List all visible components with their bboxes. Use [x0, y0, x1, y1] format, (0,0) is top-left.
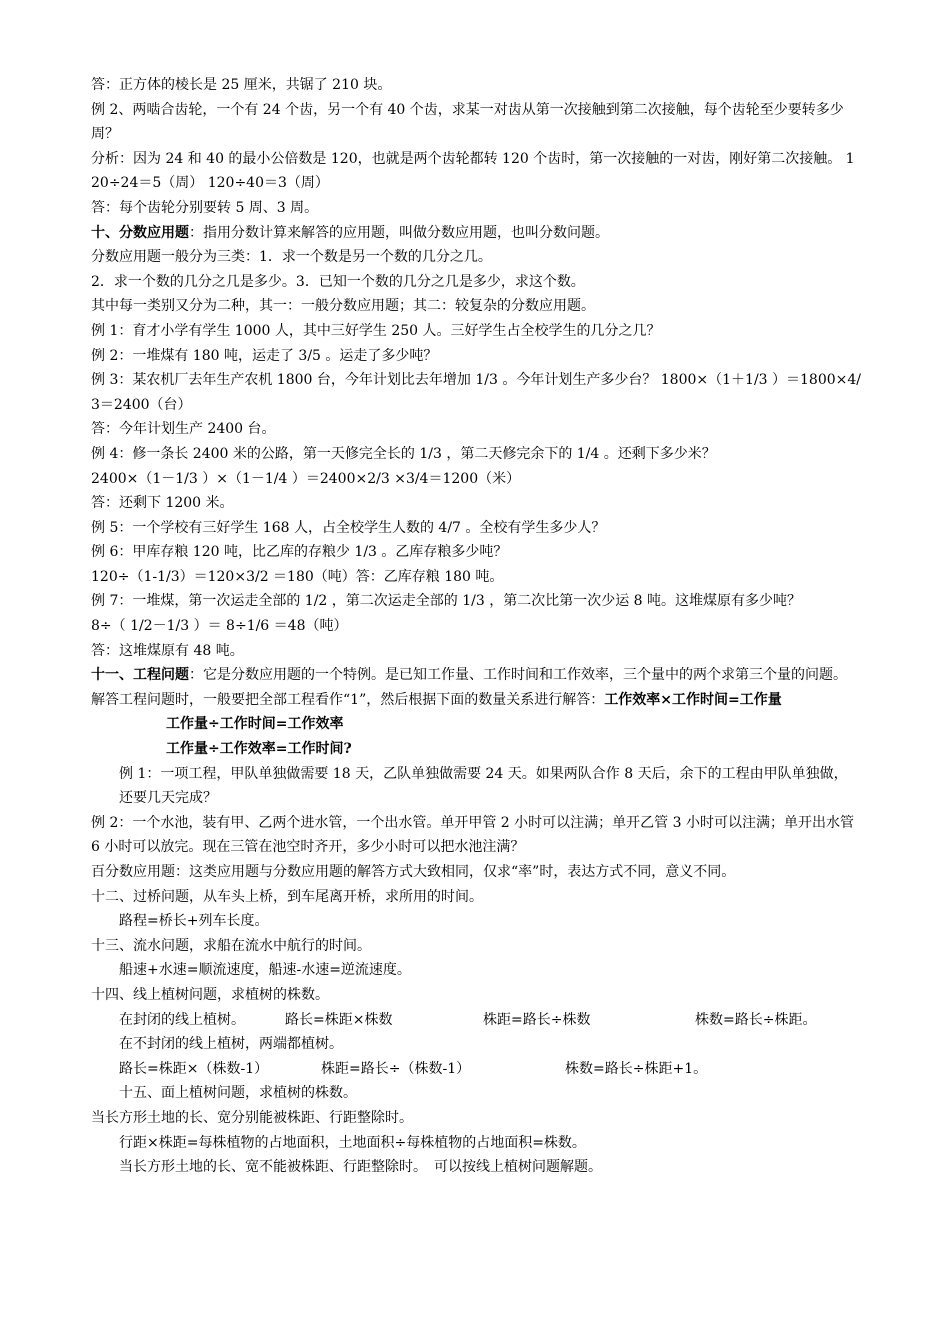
solution-4: 2400×（1－1/3 ）×（1－1/4 ）＝2400×2/3 ×3/4＝1200（米） — [91, 470, 521, 487]
section-10-text: ：指用分数计算来解答的应用题，叫做分数应用题，也叫分数问题。 — [189, 224, 609, 241]
area-formula: 行距×株距=每株植物的占地面积，土地面积÷每株植物的占地面积=株数。 — [119, 1134, 586, 1151]
work-formula-main: 工作效率×工作时间=工作量 — [604, 691, 782, 708]
example-1: 例 1：育才小学有学生 1000 人，其中三好学生 250 人。三好学生占全校学生的几分之几？ — [91, 322, 661, 339]
closed-line-row — [91, 1008, 861, 1033]
stream-formula: 船速+水速=顺流速度，船速-水速=逆流速度。 — [119, 962, 411, 979]
answer-line: 答：正方体的棱长是 25 厘米，共锯了 210 块。 — [91, 77, 392, 93]
section-13: 十三、流水问题，求船在流水中航行的时间。 — [91, 937, 371, 954]
closed-formula-2: 株距=路长÷株数 — [483, 1011, 591, 1028]
open-formula-1: 路长=株距×（株数-1） — [119, 1060, 269, 1077]
fraction-types-1: 分数应用题一般分为三类：1．求一个数是另一个数的几分之几。 — [91, 249, 492, 266]
fraction-subtypes: 其中每一类别又分为二种，其一：一般分数应用题；其二：较复杂的分数应用题。 — [91, 298, 595, 315]
area-case-2: 当长方形土地的长、宽不能被株距、行距整除时。 可以按线上植树问题解题。 — [119, 1159, 602, 1176]
example-6: 例 6：甲库存粮 120 吨，比乙库的存粮少 1/3 。乙库存粮多少吨？ — [91, 544, 508, 561]
section-12: 十二、过桥问题，从车头上桥，到车尾离开桥，求所用的时间。 — [91, 888, 483, 905]
solution-7: 8÷（ 1/2－1/3 ）＝ 8÷1/6 ＝48（吨） — [91, 618, 348, 635]
section-11-title: 十一、工程问题 — [91, 667, 189, 684]
answer-4: 答：还剩下 1200 米。 — [91, 495, 234, 512]
open-formula-3: 株数=路长÷株距+1。 — [565, 1060, 708, 1077]
section-11-text: ：它是分数应用题的一个特例。是已知工作量、工作时间和工作效率，三个量中的两个求第三个量的问题。 — [189, 667, 847, 684]
work-formula-2: 工作量÷工作效率=工作时间? — [166, 741, 352, 758]
example-3: 例 3：某农机厂去年生产农机 1800 台，今年计划比去年增加 1/3 。今年计划生产多少台？ 1800×（1＋1/3 ）＝1800×4/3＝2400（台） — [91, 372, 861, 413]
work-formula-1: 工作量÷工作时间=工作效率 — [166, 716, 344, 733]
example-gears: 例 2、两啮合齿轮，一个有 24 个齿，另一个有 40 个齿，求某一对齿从第一次接触到第二次接触，每个齿轮至少要转多少周？ — [91, 101, 844, 143]
closed-line-label: 在封闭的线上植树。 — [119, 1011, 245, 1028]
closed-formula-3: 株数=路长÷株距。 — [695, 1011, 817, 1028]
work-example-1: 例 1：一项工程，甲队单独做需要 18 天，乙队单独做需要 24 天。如果两队合作 8 天后，余下的工程由甲队单独做，还要几天完成？ — [119, 765, 848, 807]
answer-3: 答：今年计划生产 2400 台。 — [91, 421, 276, 438]
answer-gears: 答：每个齿轮分别要转 5 周、3 周。 — [91, 199, 319, 216]
section-14: 十四、线上植树问题，求植树的株数。 — [91, 986, 329, 1003]
document-page — [91, 73, 861, 1180]
percent-problems: 百分数应用题：这类应用题与分数应用题的解答方式大致相同，仅求“率”时，表达方式不同，意义不同。 — [91, 864, 736, 880]
work-example-2: 例 2：一个水池，装有甲、乙两个进水管，一个出水管。单开甲管 2 小时可以注满；单开乙管 3 小时可以注满；单开出水管 6 小时可以放完。现在三管在池空时齐开，多少小时可以把水池注满？ — [91, 814, 859, 856]
example-5: 例 5：一个学校有三好学生 168 人，占全校学生人数的 4/7 。全校有学生多少人？ — [91, 519, 606, 536]
open-formula-2: 株距=路长÷（株数-1） — [321, 1060, 471, 1077]
answer-7: 答：这堆煤原有 48 吨。 — [91, 642, 244, 659]
work-method — [91, 688, 861, 713]
section-10 — [91, 221, 861, 246]
section-11 — [91, 663, 861, 688]
analysis-gears: 分析：因为 24 和 40 的最小公倍数是 120，也就是两个齿轮都转 120 个齿时，第一次接触的一对齿，刚好第二次接触。 120÷24＝5（周） 120÷40＝3（周） — [91, 150, 855, 192]
closed-formula-1: 路长=株距×株数 — [285, 1011, 393, 1028]
example-4: 例 4：修一条长 2400 米的公路，第一天修完全长的 1/3 ，第二天修完余下的 1/4 。还剩下多少米？ — [91, 445, 716, 462]
example-7: 例 7：一堆煤，第一次运走全部的 1/2 ，第二次运走全部的 1/3 ，第二次比第一次少运 8 吨。这堆煤原有多少吨？ — [91, 593, 802, 610]
bridge-formula: 路程=桥长+列车长度。 — [119, 913, 269, 930]
area-case-1: 当长方形土地的长、宽分别能被株距、行距整除时。 — [91, 1109, 413, 1126]
open-line-label: 在不封闭的线上植树，两端都植树。 — [119, 1036, 343, 1053]
section-15: 十五、面上植树问题，求植树的株数。 — [119, 1085, 357, 1102]
open-line-row — [91, 1057, 861, 1082]
solution-6: 120÷（1-1/3）＝120×3/2 ＝180（吨）答：乙库存粮 180 吨。 — [91, 568, 504, 585]
work-method-text: 解答工程问题时，一般要把全部工程看作“1”，然后根据下面的数量关系进行解答： — [91, 691, 605, 708]
example-2: 例 2：一堆煤有 180 吨，运走了 3/5 。运走了多少吨？ — [91, 347, 438, 364]
fraction-types-2: 2．求一个数的几分之几是多少。3．已知一个数的几分之几是多少，求这个数。 — [91, 273, 585, 290]
section-10-title: 十、分数应用题 — [91, 224, 189, 241]
